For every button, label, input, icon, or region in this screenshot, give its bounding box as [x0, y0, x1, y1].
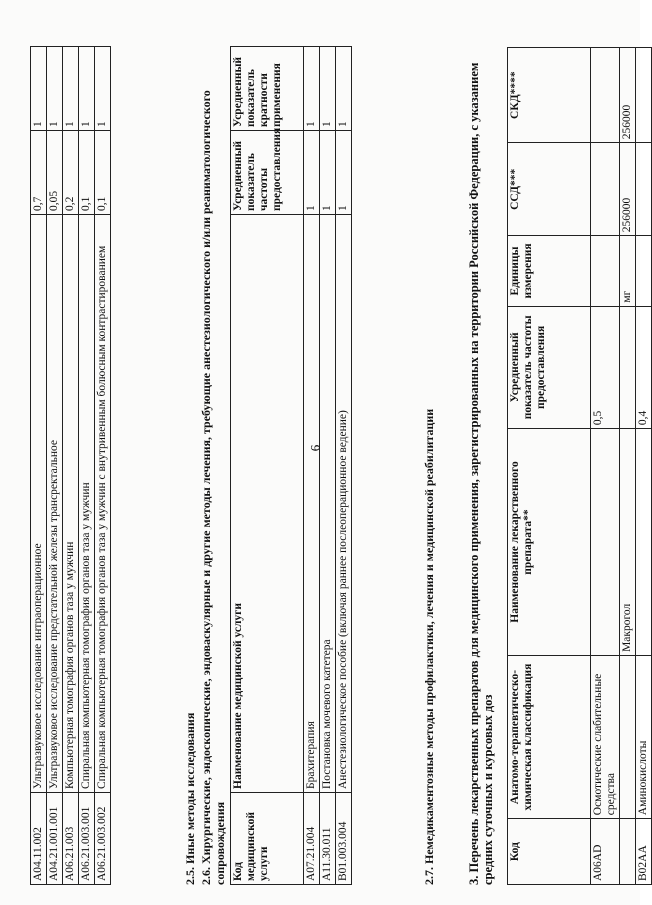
- cell-code: A04.11.002: [31, 793, 47, 885]
- section-2-7-heading: 2.7. Немедикаментозные методы профилактики, лечения и медицинской реабилитации: [422, 408, 436, 885]
- cell-name: Ультразвуковое исследование интраоперационное: [31, 215, 47, 793]
- cell-code: B01.003.004: [336, 793, 352, 885]
- header-skd: СКД****: [508, 48, 591, 143]
- header-ssd: ССД***: [508, 143, 591, 236]
- cell-unit: [636, 236, 652, 306]
- cell-name: Постановка мочевого катетера: [320, 215, 336, 793]
- cell-ssd: [636, 143, 652, 236]
- header-freq: Усредненный показатель частоты предоставления: [231, 131, 304, 215]
- table-row: [620, 48, 636, 885]
- cell-freq: 0,5: [591, 306, 620, 428]
- cell-code: A06.21.003.001: [79, 793, 95, 885]
- cell-freq: 0,05: [47, 131, 63, 215]
- cell-name: Компьютерная томография органов таза у мужчин: [63, 215, 79, 793]
- cell-freq: 0,1: [79, 131, 95, 215]
- cell-code: [620, 819, 636, 885]
- section-2-5-heading: 2.5. Иные методы исследования: [183, 712, 197, 885]
- cell-code: A07.21.004: [304, 793, 320, 885]
- cell-name: Спиральная компьютерная томография органов таза у мужчин с внутривенным болюсным контрастированием: [95, 215, 111, 793]
- cell-code: A06AD: [591, 819, 620, 885]
- header-mult: Усредненный показатель кратности применения: [231, 47, 304, 131]
- cell-mult: 1: [336, 47, 352, 131]
- cell-skd: [591, 48, 620, 143]
- cell-drug: [591, 429, 620, 656]
- table-row: [636, 48, 652, 885]
- header-name: Наименование медицинской услуги: [231, 215, 304, 793]
- table-header-row: [231, 47, 304, 885]
- cell-code: A04.21.001.001: [47, 793, 63, 885]
- cell-name: Брахитерапия: [304, 215, 320, 793]
- cell-unit: [591, 236, 620, 306]
- cell-name: Анестезиологическое пособие (включая раннее послеоперационное ведение): [336, 215, 352, 793]
- cell-mult: 1: [31, 47, 47, 131]
- table-row: [95, 47, 111, 885]
- cell-atc: Аминокислоты: [636, 655, 652, 818]
- header-freq: Усредненный показатель частоты предоставления: [508, 306, 591, 428]
- table-row: [31, 47, 47, 885]
- cell-code: A11.30.011: [320, 793, 336, 885]
- header-code: Код медицинской услуги: [231, 793, 304, 885]
- section-2-6-heading: 2.6. Хирургические, эндоскопические, эндоваскулярные и другие методы лечения, требующие анестезиологического и/или реаниматологического сопровождения: [199, 90, 227, 885]
- header-unit: Единицы измерения: [508, 236, 591, 306]
- table-row: [79, 47, 95, 885]
- cell-mult: 1: [47, 47, 63, 131]
- table-row: [591, 48, 620, 885]
- cell-ssd: 256000: [620, 143, 636, 236]
- cell-freq: 0,2: [63, 131, 79, 215]
- diagnostics-table: [30, 46, 111, 885]
- cell-mult: 1: [95, 47, 111, 131]
- cell-mult: 1: [320, 47, 336, 131]
- table-row: [336, 47, 352, 885]
- table-row: [304, 47, 320, 885]
- header-atc: Анатомо-терапевтическо-химическая классификация: [508, 655, 591, 818]
- cell-skd: [636, 48, 652, 143]
- cell-code: B02AA: [636, 819, 652, 885]
- cell-freq: [620, 306, 636, 428]
- cell-atc: [620, 655, 636, 818]
- page-number: 6: [307, 444, 323, 452]
- header-code: Код: [508, 819, 591, 885]
- cell-skd: 256000: [620, 48, 636, 143]
- cell-freq: 0,4: [636, 306, 652, 428]
- cell-freq: 1: [304, 131, 320, 215]
- cell-code: A06.21.003: [63, 793, 79, 885]
- cell-freq: 1: [320, 131, 336, 215]
- cell-name: Ультразвуковое исследование предстательной железы трансректальное: [47, 215, 63, 793]
- cell-unit: мг: [620, 236, 636, 306]
- cell-freq: 0,1: [95, 131, 111, 215]
- cell-freq: 0,7: [31, 131, 47, 215]
- table-row: [320, 47, 336, 885]
- cell-drug: [636, 429, 652, 656]
- cell-code: A06.21.003.002: [95, 793, 111, 885]
- cell-mult: 1: [63, 47, 79, 131]
- table-row: [63, 47, 79, 885]
- cell-ssd: [591, 143, 620, 236]
- rotated-document: [20, 25, 649, 885]
- table-row: [47, 47, 63, 885]
- table-header-row: [508, 48, 591, 885]
- cell-freq: 1: [336, 131, 352, 215]
- cell-mult: 1: [304, 47, 320, 131]
- cell-mult: 1: [79, 47, 95, 131]
- cell-drug: Макрогол: [620, 429, 636, 656]
- drugs-table: [507, 47, 652, 885]
- cell-name: Спиральная компьютерная томография органов таза у мужчин: [79, 215, 95, 793]
- section-3-heading: 3. Перечень лекарственных препаратов для медицинского применения, зарегистрированных на территории Российской Федерации, с указанием средних суточных и курсовых доз: [467, 62, 495, 885]
- header-drug: Наименование лекарственного препарата**: [508, 429, 591, 656]
- treatment-table: [230, 46, 352, 885]
- cell-atc: Осмотические слабительные средства: [591, 655, 620, 818]
